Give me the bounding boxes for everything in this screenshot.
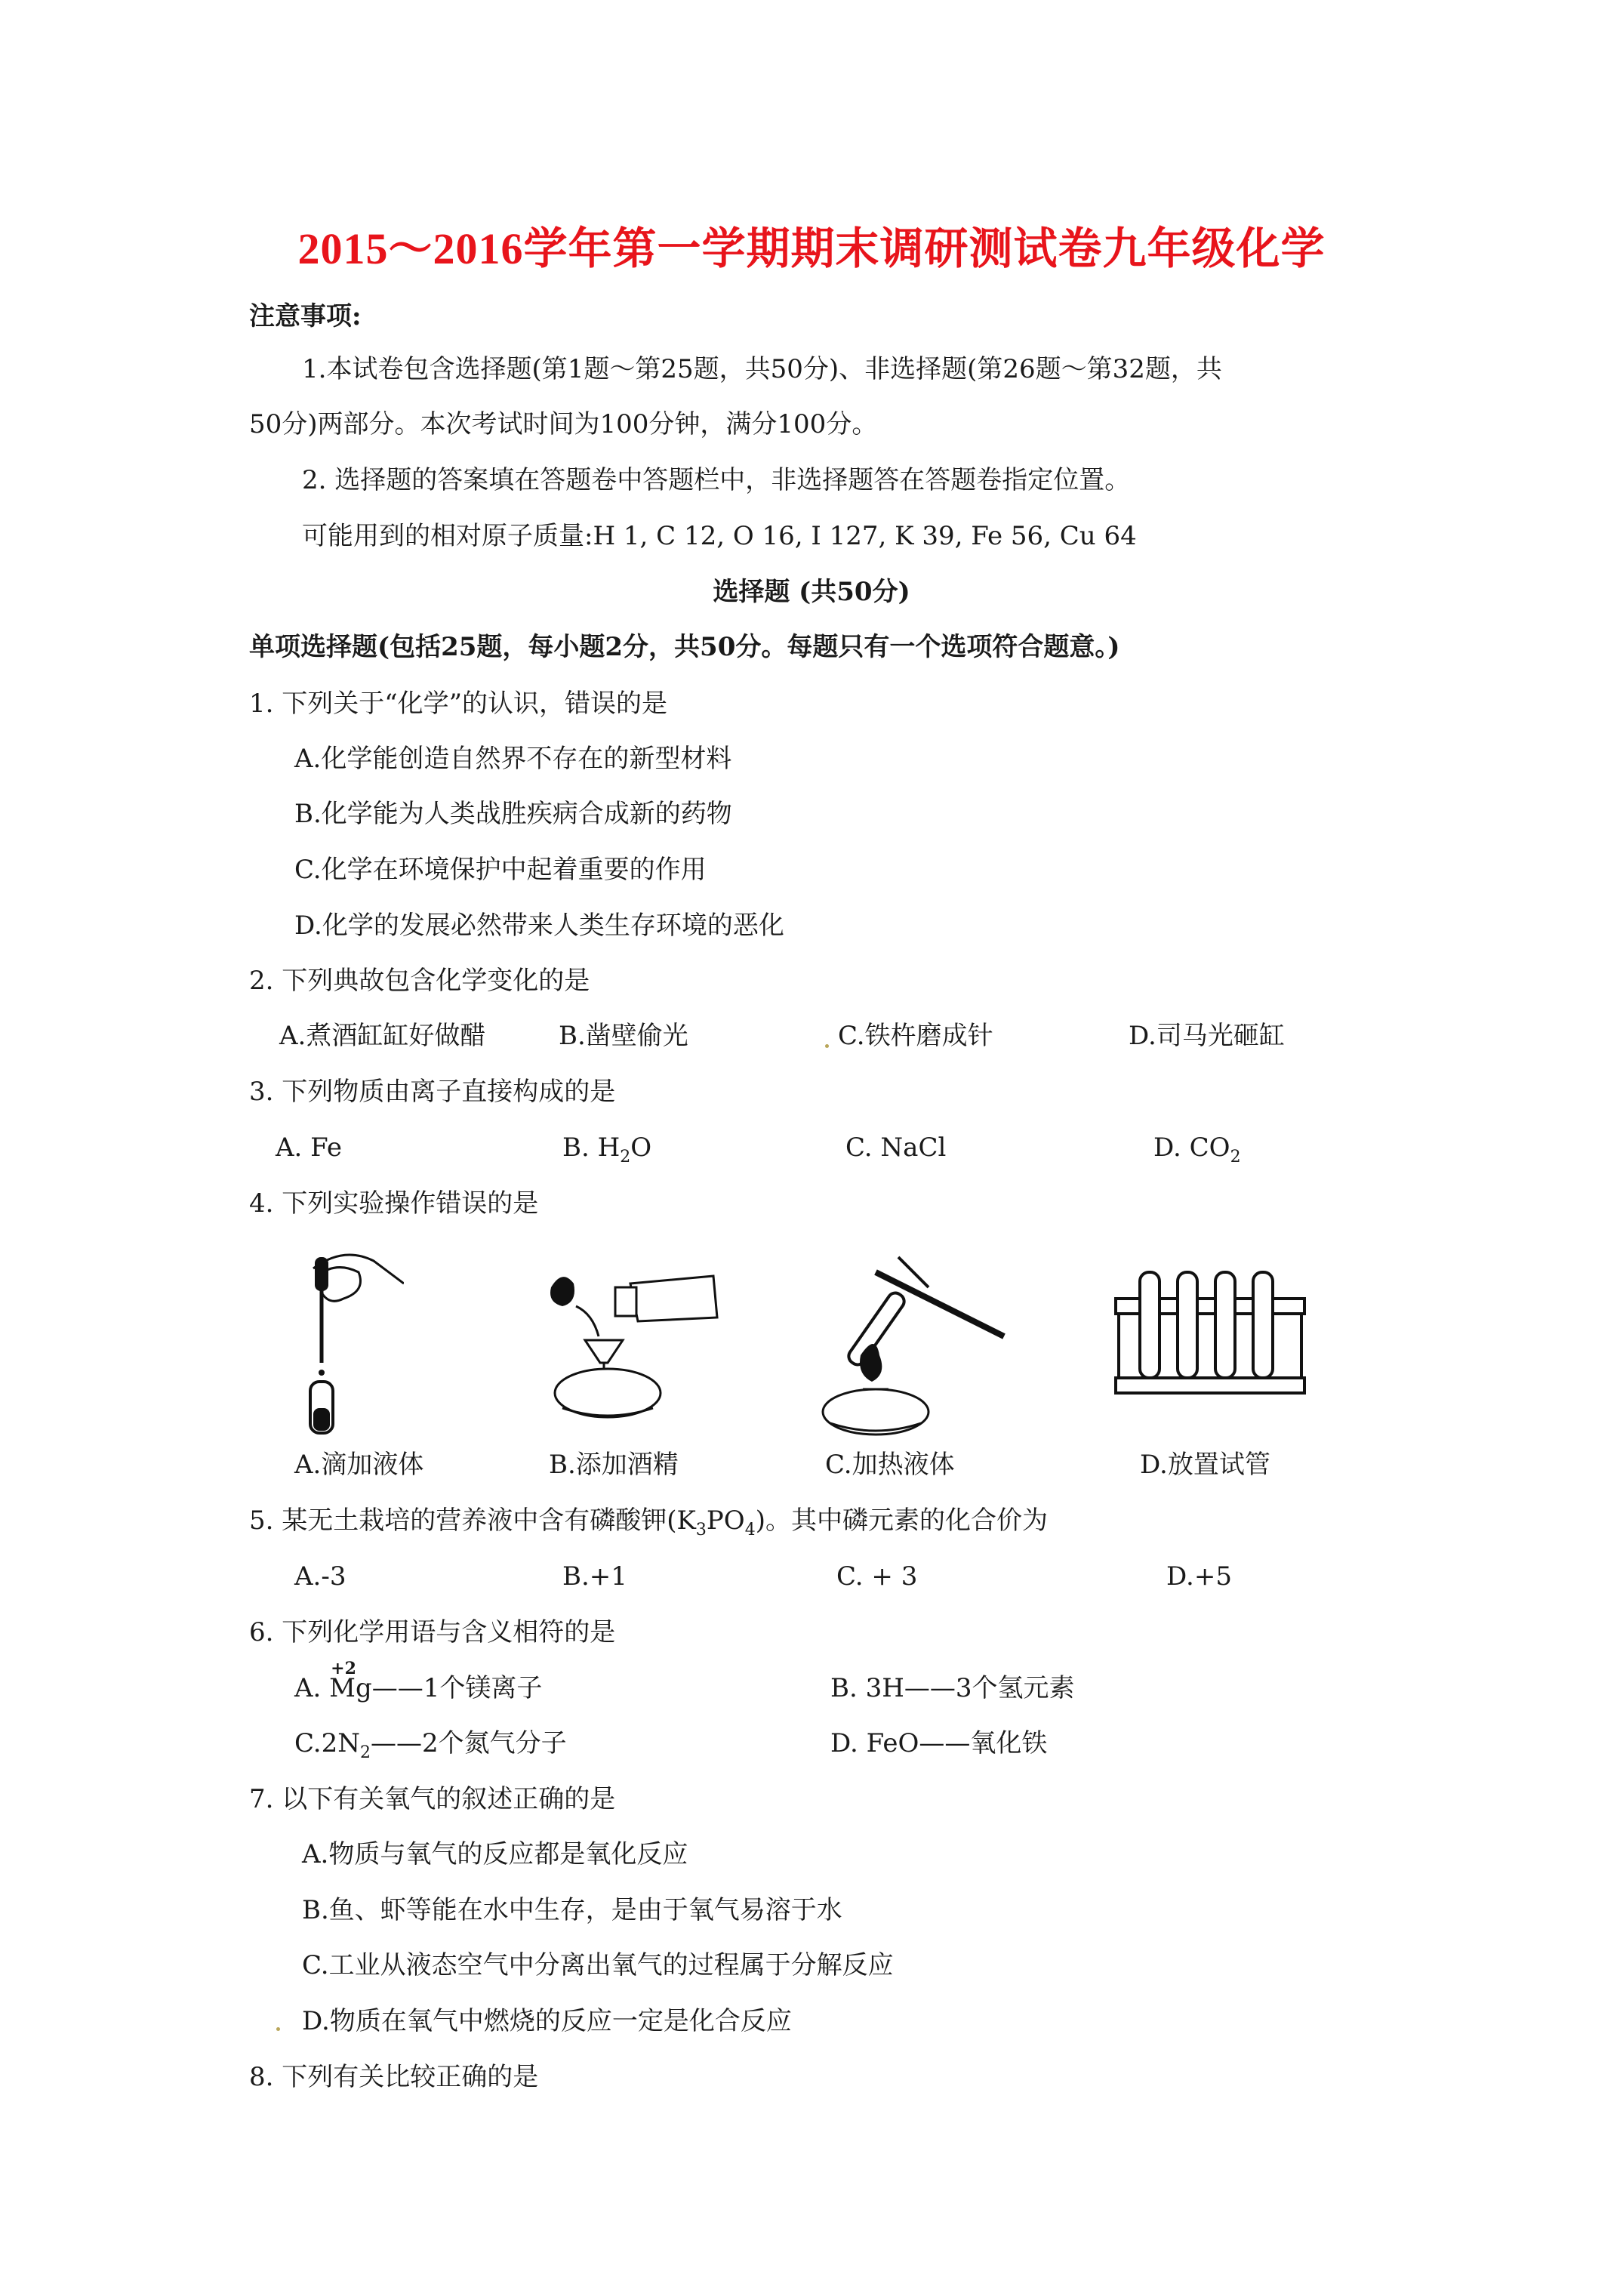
q7-option-b: B.鱼、虾等能在水中生存，是由于氧气易溶于水	[302, 1895, 842, 1925]
q5-stem: 5. 某无土栽培的营养液中含有磷酸钾$(K_3PO_4)$。其中磷元素的化合价为	[249, 1505, 1048, 1539]
q5-option-b: B.+1	[562, 1561, 627, 1592]
q6-option-d: D. FeO——氧化铁	[830, 1728, 1048, 1758]
q4-caption-c: C.加热液体	[825, 1450, 955, 1480]
figure-dropper	[283, 1238, 404, 1435]
q2-option-d: D.司马光砸缸	[1129, 1021, 1285, 1051]
q3-stem: 3. 下列物质由离子直接构成的是	[249, 1077, 616, 1107]
q8-stem: 8. 下列有关比较正确的是	[249, 2062, 539, 2092]
note-line-3: 2. 选择题的答案填在答题卷中答题栏中，非选择题答在答题卷指定位置。	[302, 465, 1131, 495]
figure-add-alcohol	[540, 1261, 721, 1427]
q1-option-d: D.化学的发展必然带来人类生存环境的恶化	[294, 911, 784, 941]
q1-option-a: A.化学能创造自然界不存在的新型材料	[294, 744, 732, 774]
q6-option-a: A. +2 Mg——1个镁离子	[294, 1659, 543, 1703]
q2-option-a: A.煮酒缸缸好做醋	[279, 1021, 486, 1051]
q5-option-d: D.+5	[1166, 1561, 1232, 1592]
q3-option-a: A. Fe	[276, 1133, 343, 1163]
section-title: 选择题 (共50分)	[713, 577, 910, 607]
q2-option-b: B.凿壁偷光	[559, 1021, 688, 1051]
stray-mark	[276, 2027, 280, 2031]
q7-option-a: A.物质与氧气的反应都是氧化反应	[302, 1839, 688, 1869]
figure-heat-liquid	[815, 1242, 1012, 1438]
q6-stem: 6. 下列化学用语与含义相符的是	[249, 1617, 616, 1647]
q1-option-c: C.化学在环境保护中起着重要的作用	[294, 855, 707, 885]
q1-stem: 1. 下列关于“化学”的认识，错误的是	[249, 689, 668, 719]
q5-option-c: C. + 3	[836, 1561, 918, 1592]
q1-option-b: B.化学能为人类战胜疾病合成新的药物	[294, 799, 732, 829]
note-line-1: 1.本试卷包含选择题(第1题～第25题，共50分)、非选择题(第26题～第32题，共	[302, 354, 1222, 384]
note-line-2: 50分)两部分。本次考试时间为100分钟，满分100分。	[249, 409, 878, 439]
q3-option-b: B. $H_2O$	[562, 1133, 652, 1166]
q4-caption-d: D.放置试管	[1140, 1450, 1270, 1480]
q7-option-d: D.物质在氧气中燃烧的反应一定是化合反应	[302, 2006, 792, 2036]
section-instruction: 单项选择题(包括25题，每小题2分，共50分。每题只有一个选项符合题意。)	[249, 632, 1120, 662]
page-title: 2015～2016学年第一学期期末调研测试卷九年级化学	[297, 224, 1326, 273]
atomic-mass-line: 可能用到的相对原子质量:H 1, C 12, O 16, I 127, K 39, Fe 56, Cu 64	[302, 521, 1137, 551]
q5-option-a: A.-3	[294, 1561, 346, 1592]
q3-option-c: C. NaCl	[845, 1133, 947, 1163]
figure-tube-rack	[1110, 1268, 1313, 1404]
q2-stem: 2. 下列典故包含化学变化的是	[249, 966, 590, 996]
q6-option-b: B. 3H——3个氢元素	[830, 1673, 1075, 1703]
q3-option-d: D. $CO_2$	[1153, 1133, 1241, 1166]
q2-option-c: C.铁杵磨成针	[838, 1021, 993, 1051]
q4-caption-b: B.添加酒精	[549, 1450, 679, 1480]
q7-option-c: C.工业从液态空气中分离出氧气的过程属于分解反应	[302, 1950, 894, 1980]
q6-option-c: $C.2N_2——2$个氮气分子	[294, 1728, 567, 1762]
q7-stem: 7. 以下有关氧气的叙述正确的是	[249, 1784, 616, 1814]
notes-heading: 注意事项:	[249, 301, 362, 331]
stray-mark	[825, 1044, 829, 1048]
q4-caption-a: A.滴加液体	[294, 1450, 424, 1480]
q4-stem: 4. 下列实验操作错误的是	[249, 1188, 539, 1219]
